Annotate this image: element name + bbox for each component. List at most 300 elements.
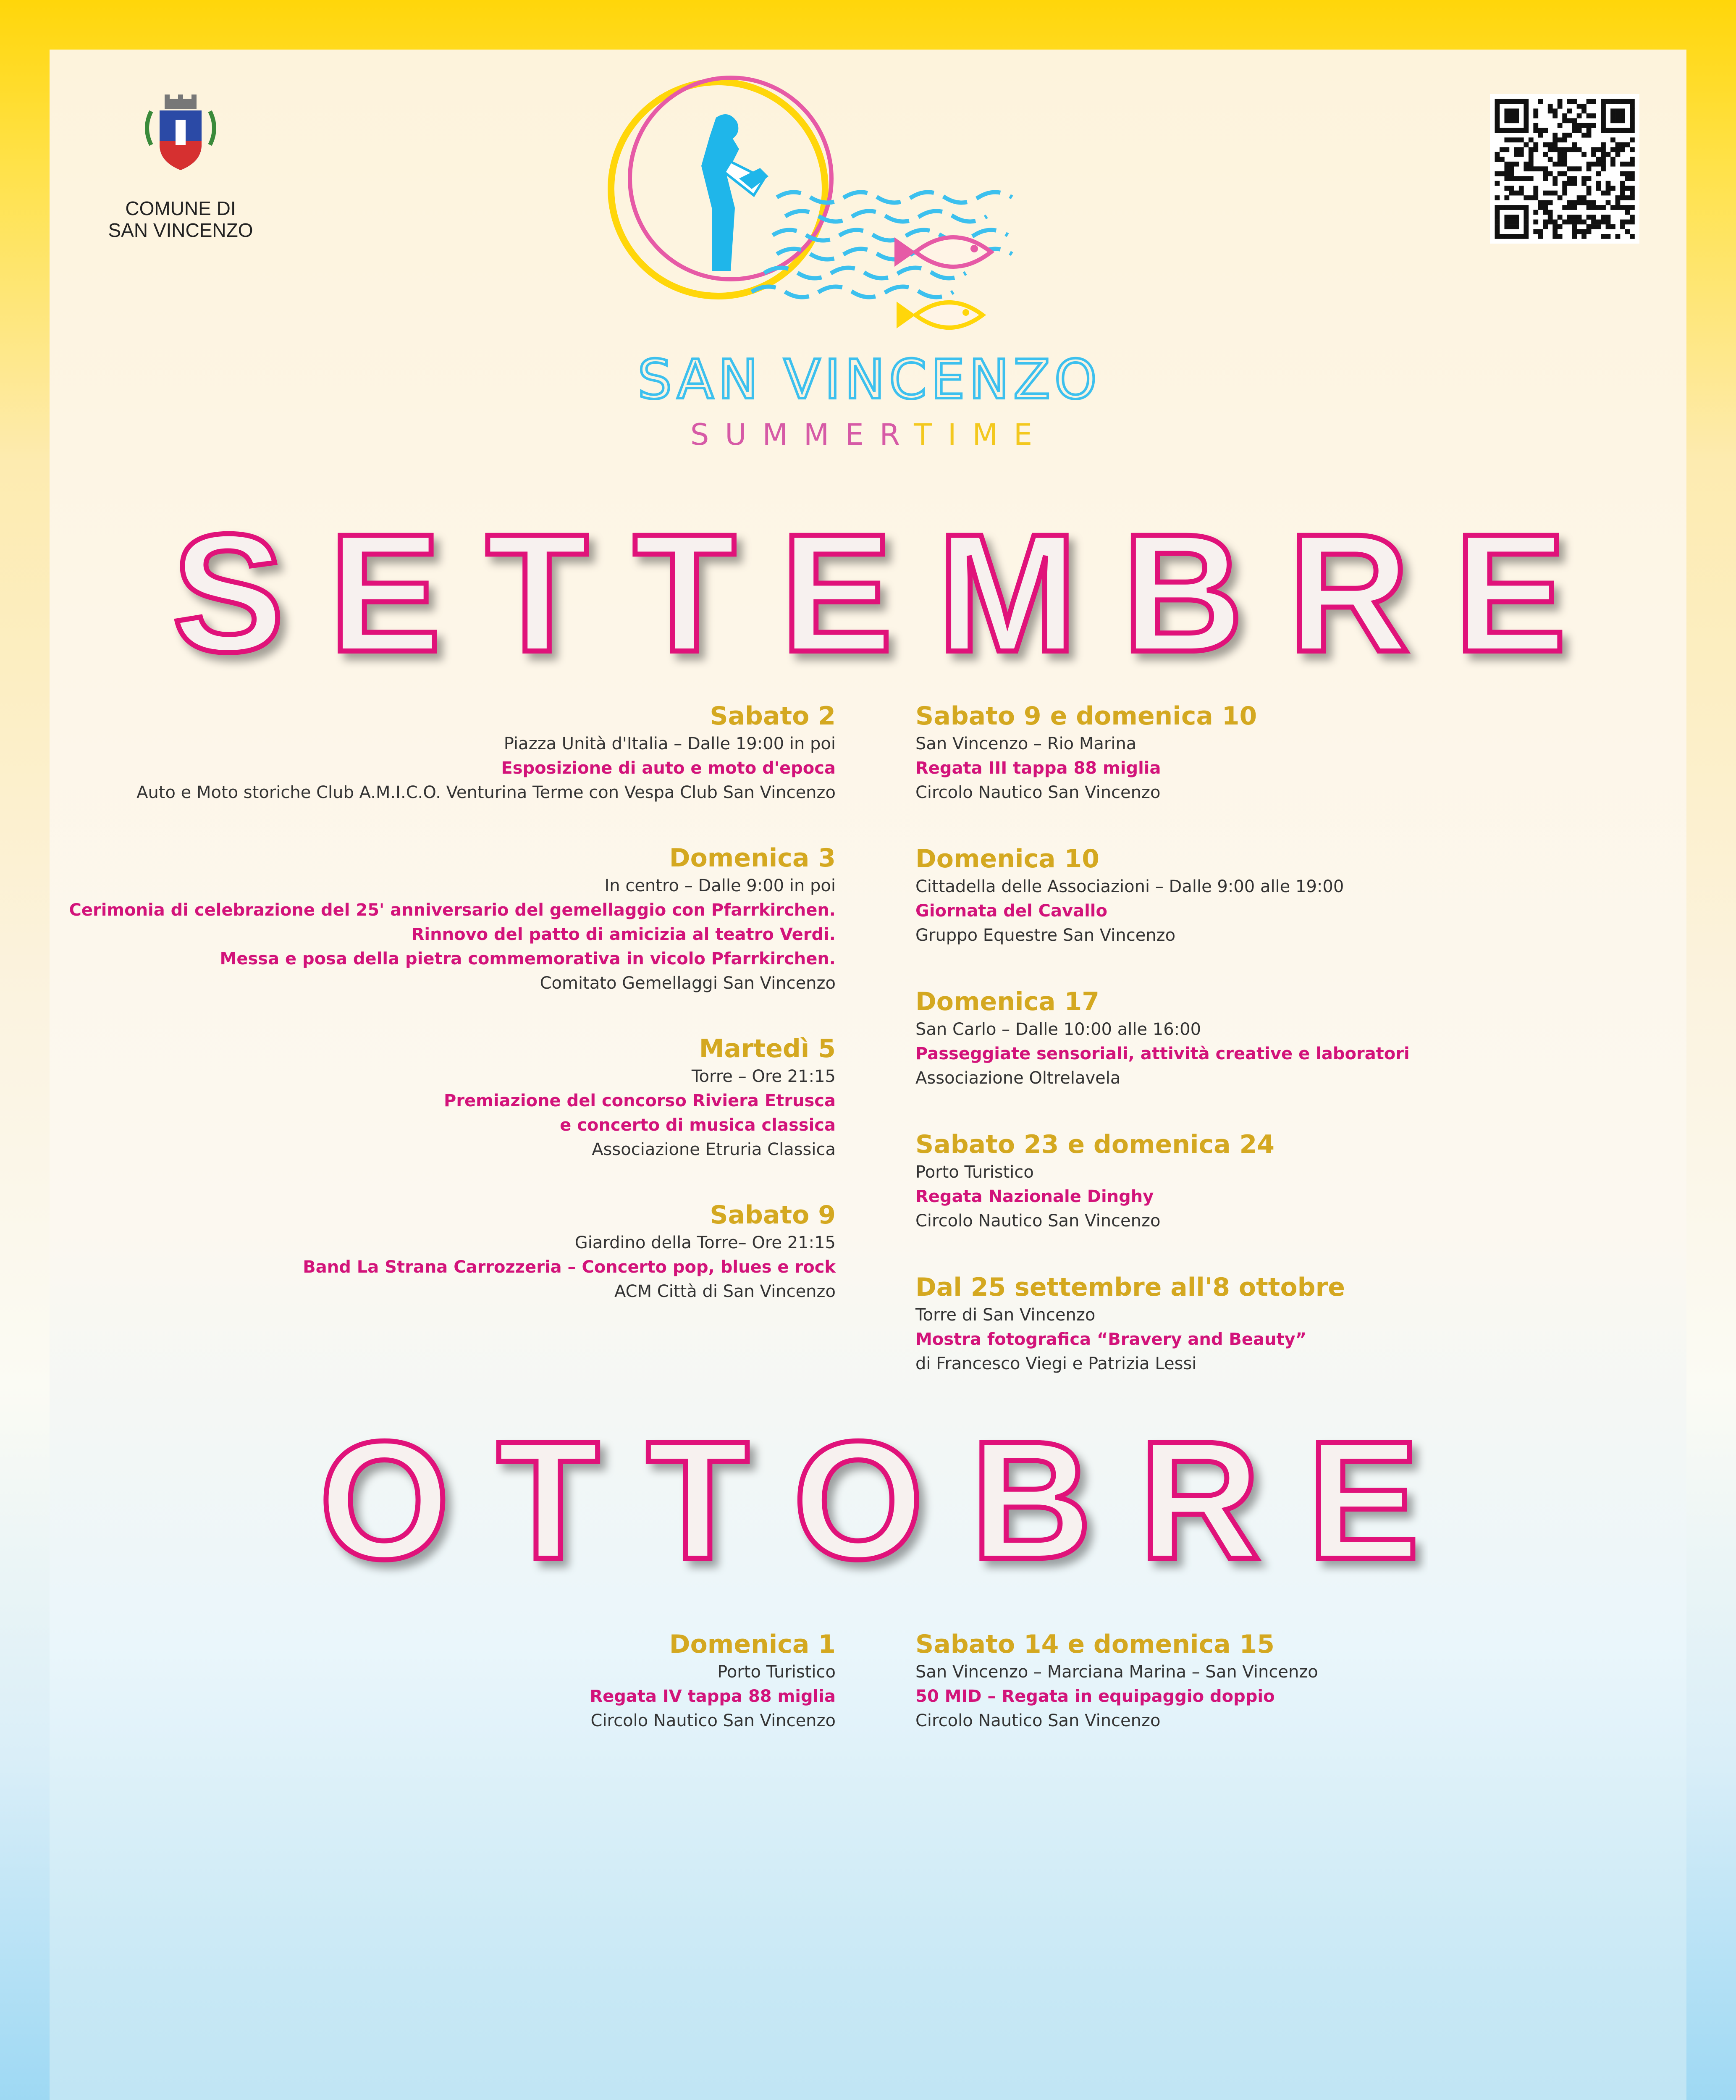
qr-module [1509, 166, 1514, 171]
qr-module [1552, 113, 1558, 118]
qr-module [1567, 133, 1572, 138]
qr-module [1620, 191, 1625, 196]
qr-module [1581, 123, 1587, 128]
event-detail: Porto Turistico [717, 1662, 836, 1682]
town-crest-icon [139, 90, 223, 178]
qr-module [1514, 191, 1519, 196]
month-heading-september [155, 504, 1583, 680]
qr-module [1500, 205, 1505, 210]
qr-module [1519, 152, 1524, 157]
qr-module [1620, 220, 1625, 225]
qr-module [1587, 191, 1592, 196]
qr-module [1504, 205, 1509, 210]
qr-module [1548, 147, 1553, 152]
qr-module [1620, 162, 1625, 167]
qr-module [1620, 186, 1625, 191]
qr-module [1581, 152, 1587, 157]
qr-module [1524, 195, 1529, 200]
qr-module [1538, 128, 1543, 133]
qr-module [1577, 123, 1582, 128]
qr-module [1581, 108, 1587, 113]
qr-module [1615, 142, 1621, 147]
qr-module [1529, 166, 1534, 171]
qr-module [1524, 234, 1529, 239]
qr-module [1577, 128, 1582, 133]
qr-module [1543, 142, 1548, 147]
qr-module [1514, 137, 1519, 142]
qr-module [1567, 99, 1572, 104]
event-detail: Piazza Unità d'Italia – Dalle 19:00 in poi [503, 734, 836, 753]
qr-module [1509, 186, 1514, 191]
crest-label-line1: COMUNE DI [125, 197, 236, 219]
event-item [915, 701, 1713, 805]
qr-module [1504, 113, 1509, 118]
qr-module [1630, 191, 1635, 196]
qr-module [1495, 108, 1500, 113]
qr-module [1610, 118, 1615, 123]
event-date: Domenica 10 [915, 844, 1099, 874]
event-detail: Porto Turistico [915, 1163, 1034, 1182]
qr-module [1495, 220, 1500, 225]
qr-module [1630, 118, 1635, 123]
qr-module [1514, 99, 1519, 104]
qr-module [1552, 191, 1558, 196]
qr-module [1524, 104, 1529, 109]
qr-module [1514, 113, 1519, 118]
qr-module [1577, 215, 1582, 220]
qr-module [1610, 224, 1615, 229]
event-detail: Circolo Nautico San Vincenzo [590, 1711, 836, 1730]
qr-module [1533, 147, 1538, 152]
qr-module [1548, 108, 1553, 113]
qr-module [1495, 229, 1500, 234]
logo-subtitle-time: TIME [914, 417, 1049, 452]
qr-module [1567, 215, 1572, 220]
qr-module [1504, 128, 1509, 133]
qr-module [1552, 234, 1558, 239]
event-date: Domenica 1 [669, 1630, 836, 1659]
qr-module [1514, 118, 1519, 123]
qr-module [1615, 128, 1621, 133]
qr-module [1606, 181, 1611, 186]
qr-module [1606, 186, 1611, 191]
qr-module [1519, 147, 1524, 152]
qr-module [1524, 108, 1529, 113]
qr-module [1548, 104, 1553, 109]
qr-module [1615, 118, 1621, 123]
qr-module [1562, 133, 1567, 138]
qr-module [1567, 108, 1572, 113]
qr-module [1577, 229, 1582, 234]
qr-module [1504, 224, 1509, 229]
event-title: Esposizione di auto e moto d'epoca [501, 759, 836, 778]
event-title: Giornata del Cavallo [915, 901, 1107, 921]
qr-module [1514, 234, 1519, 239]
qr-module [1601, 118, 1606, 123]
qr-module [1543, 176, 1548, 181]
qr-module [1606, 215, 1611, 220]
qr-module [1495, 205, 1500, 210]
qr-module [1504, 171, 1509, 176]
qr-module [1558, 195, 1563, 200]
qr-module [1630, 113, 1635, 118]
qr-module [1524, 162, 1529, 167]
qr-module [1514, 147, 1519, 152]
qr-module [1606, 128, 1611, 133]
qr-module [1567, 118, 1572, 123]
qr-module [1572, 181, 1577, 186]
event-detail: Associazione Etruria Classica [592, 1140, 836, 1159]
qr-module [1529, 195, 1534, 200]
qr-module [1495, 181, 1500, 186]
qr-module [1601, 162, 1606, 167]
qr-module [1606, 224, 1611, 229]
qr-module [1524, 224, 1529, 229]
qr-module [1529, 147, 1534, 152]
qr-module [1567, 176, 1572, 181]
event-detail: ACM Città di San Vincenzo [614, 1282, 836, 1301]
qr-module [1495, 99, 1500, 104]
qr-module [1591, 99, 1596, 104]
qr-module [1548, 200, 1553, 205]
qr-module [1591, 224, 1596, 229]
qr-module [1558, 137, 1563, 142]
qr-module [1572, 123, 1577, 128]
qr-module [1587, 176, 1592, 181]
qr-module [1610, 162, 1615, 167]
qr-module [1615, 234, 1621, 239]
qr-module [1625, 142, 1630, 147]
event-detail: Circolo Nautico San Vincenzo [915, 1211, 1161, 1231]
qr-module [1620, 118, 1625, 123]
qr-module [1601, 205, 1606, 210]
event-date: Martedì 5 [699, 1034, 836, 1063]
qr-module [1504, 137, 1509, 142]
event-item [38, 1629, 836, 1733]
qr-module [1577, 113, 1582, 118]
qr-module [1625, 162, 1630, 167]
qr-module [1615, 205, 1621, 210]
qr-module [1543, 171, 1548, 176]
qr-module [1587, 215, 1592, 220]
qr-module [1562, 171, 1567, 176]
qr-module [1504, 166, 1509, 171]
qr-module [1587, 128, 1592, 133]
qr-module [1495, 118, 1500, 123]
qr-module [1552, 181, 1558, 186]
qr-module [1504, 220, 1509, 225]
qr-module [1533, 229, 1538, 234]
qr-module [1529, 157, 1534, 162]
qr-module [1538, 234, 1543, 239]
qr-module [1538, 133, 1543, 138]
qr-module [1596, 157, 1601, 162]
qr-module [1610, 99, 1615, 104]
qr-module [1529, 176, 1534, 181]
qr-module [1601, 220, 1606, 225]
qr-module [1514, 224, 1519, 229]
qr-module [1529, 137, 1534, 142]
qr-module [1630, 162, 1635, 167]
qr-module [1630, 108, 1635, 113]
qr-module [1543, 166, 1548, 171]
qr-module [1500, 147, 1505, 152]
qr-module [1524, 176, 1529, 181]
qr-module [1529, 152, 1534, 157]
logo-subtitle [605, 416, 1134, 454]
qr-module [1495, 171, 1500, 176]
qr-module [1581, 104, 1587, 109]
event-detail: San Vincenzo – Rio Marina [915, 734, 1137, 753]
event-title: Regata IV tappa 88 miglia [590, 1687, 836, 1706]
qr-module [1615, 113, 1621, 118]
qr-module [1524, 113, 1529, 118]
qr-module [1591, 152, 1596, 157]
qr-module [1601, 113, 1606, 118]
qr-module [1596, 147, 1601, 152]
qr-module [1615, 195, 1621, 200]
qr-module [1519, 137, 1524, 142]
qr-module [1591, 123, 1596, 128]
event-title: Passeggiate sensoriali, attività creative e laboratori [915, 1044, 1410, 1063]
qr-module [1558, 99, 1563, 104]
qr-module [1514, 162, 1519, 167]
qr-module [1524, 220, 1529, 225]
qr-module [1558, 152, 1563, 157]
qr-module [1630, 99, 1635, 104]
qr-module [1587, 113, 1592, 118]
qr-module [1504, 176, 1509, 181]
event-detail: San Vincenzo – Marciana Marina – San Vincenzo [915, 1662, 1318, 1682]
qr-module [1587, 123, 1592, 128]
qr-module [1509, 108, 1514, 113]
qr-module [1567, 181, 1572, 186]
qr-module [1495, 157, 1500, 162]
qr-module [1509, 118, 1514, 123]
qr-module [1601, 157, 1606, 162]
qr-module [1562, 186, 1567, 191]
qr-module [1495, 210, 1500, 215]
qr-module [1562, 220, 1567, 225]
qr-module [1562, 181, 1567, 186]
qr-module [1495, 104, 1500, 109]
qr-module [1581, 200, 1587, 205]
event-item [38, 843, 836, 995]
qr-module [1630, 186, 1635, 191]
qr-module [1615, 99, 1621, 104]
qr-module [1548, 142, 1553, 147]
qr-module [1504, 234, 1509, 239]
event-date: Domenica 3 [669, 843, 836, 873]
qr-module [1572, 118, 1577, 123]
qr-module [1625, 128, 1630, 133]
qr-module [1552, 162, 1558, 167]
event-date: Sabato 9 e domenica 10 [915, 701, 1257, 731]
qr-module [1519, 234, 1524, 239]
qr-module [1596, 162, 1601, 167]
event-title: e concerto di musica classica [560, 1116, 836, 1135]
qr-module [1587, 200, 1592, 205]
qr-module [1552, 220, 1558, 225]
qr-module [1615, 152, 1621, 157]
qr-module [1538, 99, 1543, 104]
qr-module [1509, 99, 1514, 104]
qr-module [1504, 195, 1509, 200]
qr-module [1630, 171, 1635, 176]
qr-module [1625, 176, 1630, 181]
qr-module [1509, 176, 1514, 181]
qr-module [1610, 157, 1615, 162]
qr-module [1543, 200, 1548, 205]
qr-module [1500, 171, 1505, 176]
qr-module [1504, 186, 1509, 191]
qr-module [1596, 220, 1601, 225]
qr-module [1610, 108, 1615, 113]
qr-module [1601, 123, 1606, 128]
qr-module [1567, 220, 1572, 225]
qr-module [1572, 166, 1577, 171]
qr-module [1533, 186, 1538, 191]
qr-module [1596, 181, 1601, 186]
qr-module [1552, 176, 1558, 181]
event-detail: Torre di San Vincenzo [915, 1305, 1096, 1325]
qr-module [1538, 205, 1543, 210]
qr-module [1533, 123, 1538, 128]
qr-module [1601, 215, 1606, 220]
qr-module [1625, 229, 1630, 234]
qr-module [1562, 205, 1567, 210]
qr-module [1596, 224, 1601, 229]
qr-module [1610, 113, 1615, 118]
qr-module [1630, 128, 1635, 133]
qr-module [1529, 162, 1534, 167]
event-item [915, 1272, 1713, 1376]
qr-module [1558, 157, 1563, 162]
qr-module [1625, 99, 1630, 104]
event-date: Dal 25 settembre all'8 ottobre [915, 1273, 1345, 1302]
qr-module [1504, 99, 1509, 104]
qr-code-icon[interactable] [1490, 94, 1639, 244]
qr-module [1543, 205, 1548, 210]
event-item [38, 701, 836, 805]
event-item [38, 1033, 836, 1162]
qr-module [1601, 191, 1606, 196]
qr-module [1552, 108, 1558, 113]
qr-module [1630, 195, 1635, 200]
qr-module [1625, 205, 1630, 210]
event-title: Regata III tappa 88 miglia [915, 759, 1161, 778]
qr-module [1509, 224, 1514, 229]
qr-module [1610, 128, 1615, 133]
qr-module [1572, 224, 1577, 229]
qr-module [1558, 162, 1563, 167]
qr-module [1601, 128, 1606, 133]
qr-module [1587, 166, 1592, 171]
qr-module [1519, 99, 1524, 104]
qr-module [1630, 205, 1635, 210]
event-title: Mostra fotografica “Bravery and Beauty” [915, 1330, 1306, 1349]
fish-icon [897, 302, 983, 328]
event-detail: Auto e Moto storiche Club A.M.I.C.O. Venturina Terme con Vespa Club San Vincenzo [136, 783, 836, 802]
event-title: Band La Strana Carrozzeria – Concerto pop, blues e rock [303, 1257, 836, 1277]
event-title: Cerimonia di celebrazione del 25' anniversario del gemellaggio con Pfarrkirchen. [69, 900, 836, 920]
qr-module [1533, 113, 1538, 118]
qr-module [1514, 205, 1519, 210]
event-date: Sabato 23 e domenica 24 [915, 1130, 1274, 1159]
qr-module [1558, 224, 1563, 229]
month-heading-october-text: OTTOBRE [319, 1411, 1419, 1588]
qr-module [1591, 200, 1596, 205]
qr-module [1591, 220, 1596, 225]
qr-module [1524, 123, 1529, 128]
qr-module [1587, 205, 1592, 210]
event-item [915, 1629, 1713, 1733]
qr-module [1562, 118, 1567, 123]
qr-module [1558, 215, 1563, 220]
qr-module [1572, 229, 1577, 234]
qr-module [1558, 104, 1563, 109]
qr-module [1606, 191, 1611, 196]
qr-module [1577, 195, 1582, 200]
qr-module [1552, 224, 1558, 229]
qr-module [1495, 152, 1500, 157]
qr-module [1601, 234, 1606, 239]
summertime-logo [605, 71, 1134, 365]
qr-module [1567, 205, 1572, 210]
qr-module [1620, 147, 1625, 152]
qr-module [1581, 234, 1587, 239]
qr-module [1543, 128, 1548, 133]
qr-module [1606, 99, 1611, 104]
qr-module [1596, 186, 1601, 191]
qr-module [1606, 220, 1611, 225]
qr-module [1606, 200, 1611, 205]
qr-module [1514, 220, 1519, 225]
qr-module [1519, 176, 1524, 181]
qr-module [1620, 171, 1625, 176]
qr-module [1514, 215, 1519, 220]
qr-module [1533, 166, 1538, 171]
qr-module [1567, 200, 1572, 205]
qr-module [1495, 113, 1500, 118]
qr-module [1587, 99, 1592, 104]
statue-figure-icon [701, 114, 768, 271]
qr-module [1606, 234, 1611, 239]
qr-module [1610, 137, 1615, 142]
qr-module [1601, 99, 1606, 104]
qr-module [1587, 224, 1592, 229]
event-detail: In centro – Dalle 9:00 in poi [604, 876, 836, 895]
qr-module [1562, 162, 1567, 167]
qr-module [1601, 142, 1606, 147]
qr-module [1587, 162, 1592, 167]
qr-module [1562, 157, 1567, 162]
qr-module [1509, 205, 1514, 210]
qr-module [1558, 147, 1563, 152]
qr-module [1533, 128, 1538, 133]
event-title: Regata Nazionale Dinghy [915, 1187, 1154, 1206]
qr-module [1495, 123, 1500, 128]
event-item [915, 986, 1713, 1090]
qr-module [1601, 166, 1606, 171]
event-detail: Associazione Oltrelavela [915, 1068, 1121, 1088]
qr-module [1630, 123, 1635, 128]
qr-module [1587, 186, 1592, 191]
qr-module [1572, 128, 1577, 133]
qr-module [1591, 205, 1596, 210]
qr-module [1620, 181, 1625, 186]
logo-subtitle-summer: SUMMER [690, 417, 914, 452]
